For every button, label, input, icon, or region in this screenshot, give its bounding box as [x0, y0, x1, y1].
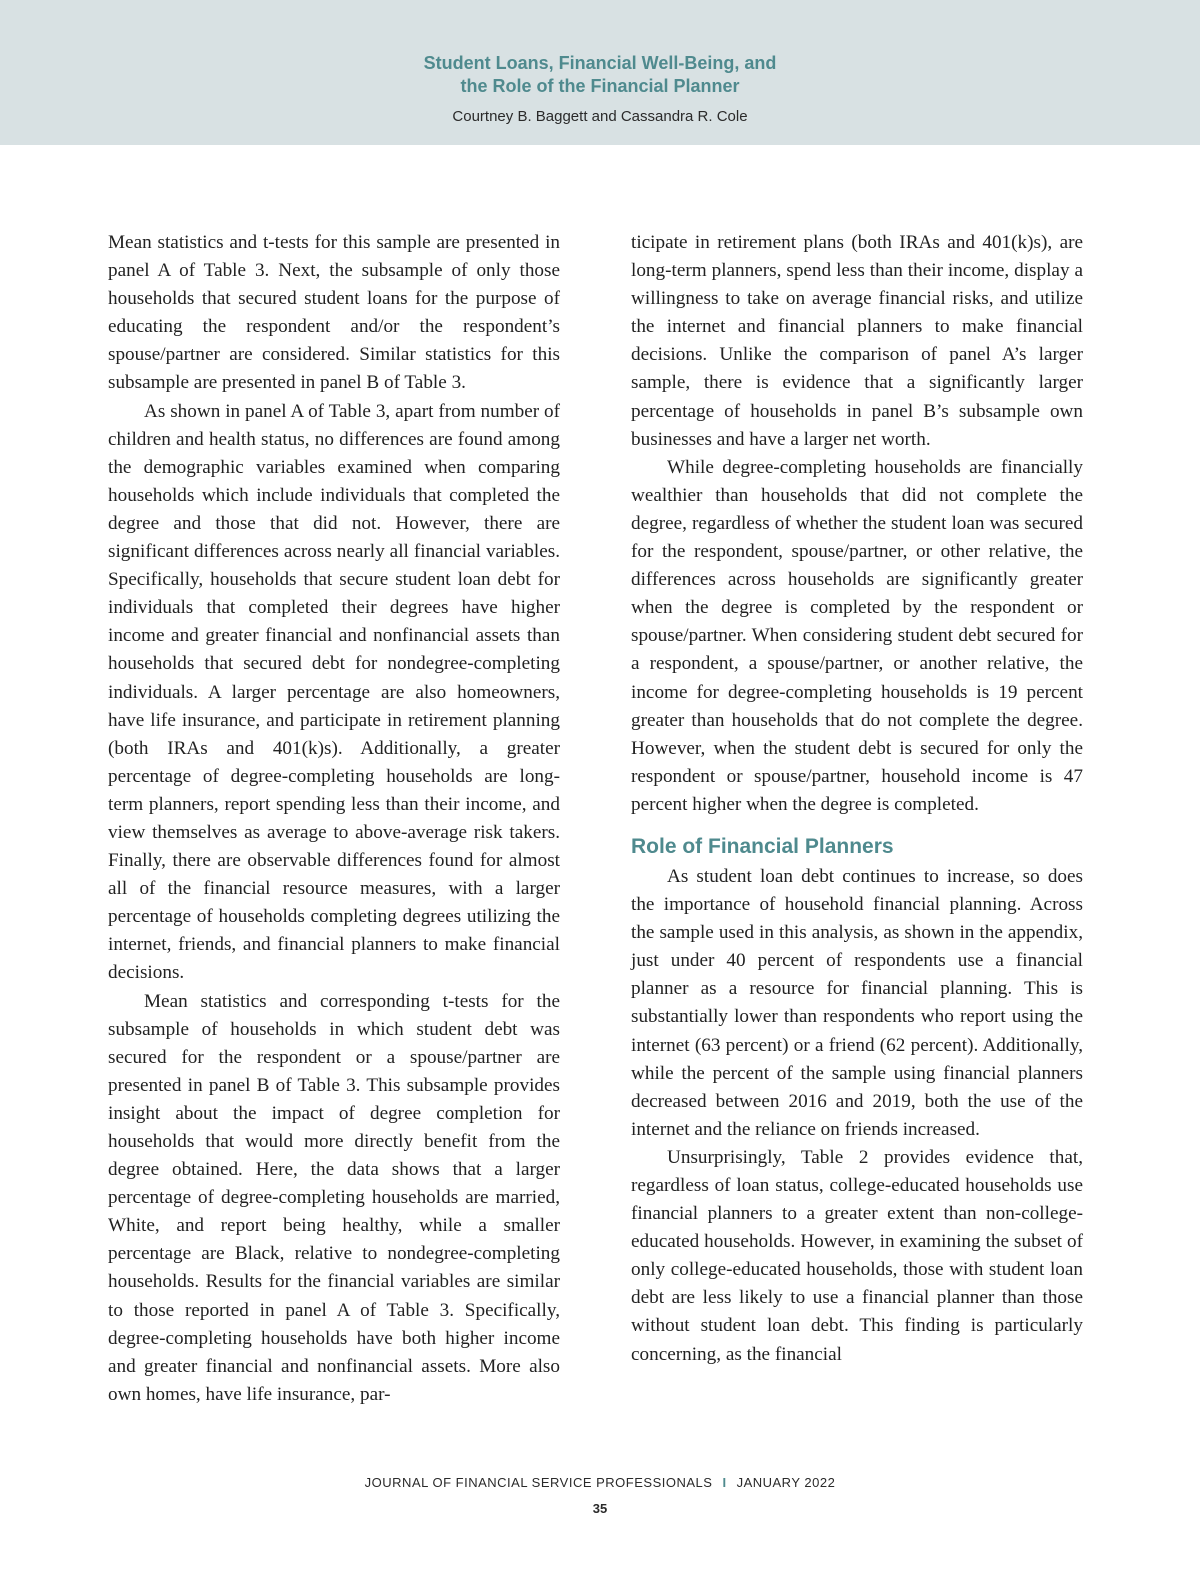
paragraph: Unsurprisingly, Table 2 provides evidence that, regardless of loan status, college-educated households use financial planners to a greater extent than non-college-educated households. However, in examining the subset of only college-educated households, those with student loan debt are less likely to use a financial planner than those without student loan debt. This finding is particularly concerning, as the financial — [631, 1146, 1083, 1365]
page-number: 35 — [592, 1501, 608, 1516]
paragraph: As shown in panel A of Table 3, apart from number of children and health status, no differences are found among the demographic variables examined when comparing households which include individuals that completed the degree and those that did not. However, there are significant differences across nearly all financial variables. Specifically, households that secure student loan debt for individuals that completed their degrees have higher income and greater financial and nonfinancial assets than households that secured debt for nondegree-completing individuals. A larger percentage are also homeowners, have life insurance, and participate in retirement planning (both IRAs and 401(k)s). Additionally, a greater percentage of degree-completing households are long-term planners, report spending less than their income, and view themselves as average to above-average risk takers. Finally, there are observable differences found for almost all of the financial resource measures, with a larger percentage of households completing degrees utilizing the internet, friends, and financial planners to make financial decisions. — [108, 400, 560, 984]
footer-journal-line — [0, 1475, 1200, 1490]
paragraph: Mean statistics and corresponding t-tests for the subsample of households in which student debt was secured for the respondent or a spouse/partner are presented in panel B of Table 3. This subsample provides insight about the impact of degree completion for households that would more directly benefit from the degree obtained. Here, the data shows that a larger percentage of degree-completing households are married, White, and report being healthy, while a smaller percentage are Black, relative to nondegree-completing households. Results for the financial variables are similar to those reported in panel A of Table 3. Specifically, degree-completing households have both higher income and greater financial and nonfinancial assets. More also own homes, have life insurance, par- — [108, 990, 560, 1405]
article-title — [0, 52, 1200, 98]
paragraph: While degree-completing households are financially wealthier than households that did not complete the degree, regardless of whether the student loan was secured for the respondent, spouse/partner, or other relative, the differences across households are significantly greater when the degree is completed by the respondent or spouse/partner. When considering student debt secured for a respondent, a spouse/partner, or another relative, the income for degree-completing households is 19 percent greater than households that do not complete the degree. However, when the student debt is secured for only the respondent or spouse/partner, household income is 47 percent higher when the degree is completed. — [631, 456, 1083, 815]
left-column — [108, 229, 560, 1409]
journal-name: JOURNAL OF FINANCIAL SERVICE PROFESSIONALS — [364, 1475, 713, 1490]
article-title-line-2: the Role of the Financial Planner — [460, 76, 740, 96]
article-authors: Courtney B. Baggett and Cassandra R. Cole — [452, 108, 748, 125]
paragraph: ticipate in retirement plans (both IRAs and 401(k)s), are long-term planners, spend less than their income, display a willingness to take on average financial risks, and utilize the internet and financial planners to make financial decisions. Unlike the comparison of panel A’s larger sample, there is evidence that a significantly larger percentage of households in panel B’s subsample own businesses and have a larger net worth. — [631, 232, 1083, 450]
article-title-line-1: Student Loans, Financial Well-Being, and — [423, 53, 777, 73]
footer-separator: I — [722, 1475, 727, 1490]
section-heading: Role of Financial Planners — [631, 834, 894, 858]
paragraph: Mean statistics and t-tests for this sample are presented in panel A of Table 3. Next, the subsample of only those households that secured student loans for the purpose of educating the respondent and/or the respondent’s spouse/partner are considered. Similar statistics for this subsample are presented in panel B of Table 3. — [108, 232, 560, 394]
issue-date: JANUARY 2022 — [736, 1475, 836, 1490]
right-column — [631, 229, 1083, 1369]
paragraph: As student loan debt continues to increase, so does the importance of household financial planning. Across the sample used in this analysis, as shown in the appendix, just under 40 percent of respondents use a financial planner as a resource for financial planning. This is substantially lower than respondents who report using the internet (63 percent) or a friend (62 percent). Additionally, while the percent of the sample using financial planners decreased between 2016 and 2019, both the use of the internet and the reliance on friends increased. — [631, 865, 1083, 1140]
